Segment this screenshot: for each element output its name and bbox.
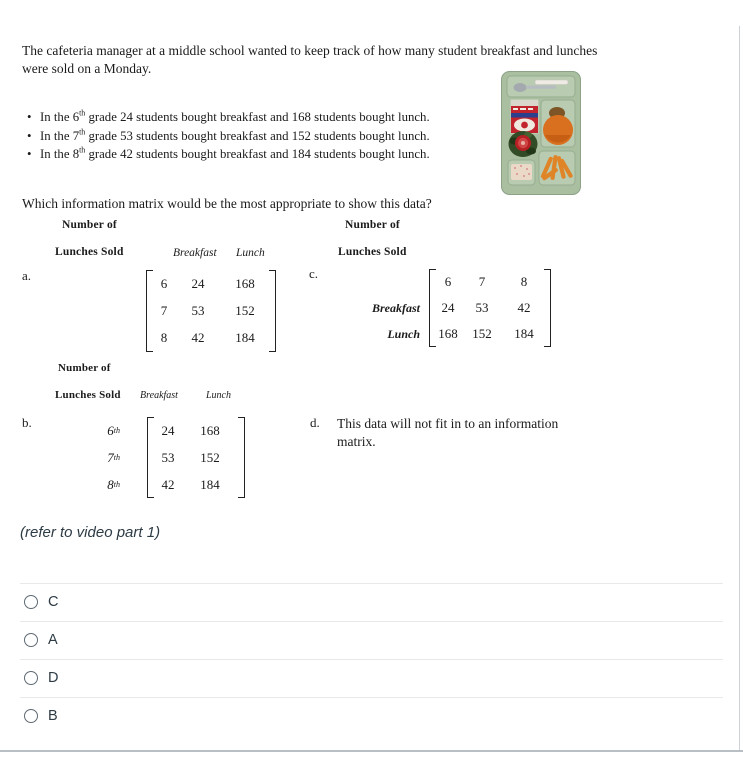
matrix-cell: 184 (514, 326, 534, 341)
bracket-left (147, 417, 154, 498)
answer-label: D (48, 670, 59, 686)
option-b-col-breakfast: Breakfast (140, 390, 178, 401)
option-b-header-line2: Lunches Sold (55, 389, 121, 401)
radio-button[interactable] (24, 633, 38, 647)
matrix-cell: 8 (160, 330, 168, 346)
matrix-cell: 184 (235, 330, 255, 346)
matrix-cell: 53 (191, 302, 205, 318)
matrix-cell: 168 (235, 275, 255, 291)
video-reference-note: (refer to video part 1) (20, 524, 161, 541)
matrix-cell: 42 (191, 330, 205, 346)
option-a-header-line2: Lunches Sold (55, 246, 124, 258)
matrix-cell: 24 (191, 275, 205, 291)
option-b-header-line1: Number of (58, 362, 111, 374)
matrix-cell: 6 (160, 275, 168, 291)
option-a-label: a. (22, 268, 32, 283)
panel-bottom-border (0, 750, 743, 752)
matrix-cell: 7 (160, 302, 168, 318)
option-b-col-lunch: Lunch (206, 390, 231, 401)
row-label-6th: 6 th (107, 422, 120, 438)
matrix-cell: 152 (235, 302, 255, 318)
answer-label: B (48, 708, 58, 724)
option-c-row-breakfast: Breakfast (372, 301, 420, 315)
answer-row-a[interactable] (0, 621, 743, 659)
matrix-cell: 152 (472, 326, 492, 341)
radio-button[interactable] (24, 671, 38, 685)
matrix-cell: 152 (200, 449, 220, 465)
option-a-col-lunch: Lunch (236, 247, 265, 259)
matrix-cell: 42 (161, 476, 175, 492)
option-b-label: b. (22, 415, 32, 430)
matrix-cell: 168 (200, 422, 220, 438)
matrix-cell: 53 (475, 300, 489, 315)
matrix-cell: 7 (478, 274, 486, 289)
answer-label: C (48, 594, 59, 610)
panel-right-border (739, 26, 740, 750)
bracket-right (544, 269, 551, 347)
bracket-left (429, 269, 436, 347)
answer-row-c[interactable] (0, 583, 743, 621)
matrix-cell: 24 (161, 422, 175, 438)
radio-button[interactable] (24, 709, 38, 723)
question-intro-paragraph: The cafeteria manager at a middle school wanted to keep track of how many student breakfast and lunches were sold on a Monday. (22, 43, 598, 76)
option-c-matrix (429, 269, 551, 347)
question-text: Which information matrix would be the most appropriate to show this data? (22, 196, 432, 211)
matrix-cell: 24 (441, 300, 455, 315)
option-d-text: This data will not fit in to an information matrix. (337, 416, 559, 449)
answer-row-b[interactable] (0, 697, 743, 735)
bracket-right (269, 270, 276, 352)
option-c-label: c. (309, 266, 319, 281)
answer-radio-group (0, 583, 743, 735)
option-a-header-line1: Number of (62, 219, 117, 231)
bracket-left (146, 270, 153, 352)
answer-label: A (48, 632, 58, 648)
matrix-cell: 42 (517, 300, 531, 315)
matrix-cell: 6 (444, 274, 452, 289)
row-label-7th: 7 th (107, 449, 120, 465)
radio-button[interactable] (24, 595, 38, 609)
matrix-cell: 184 (200, 476, 220, 492)
matrix-cell: 53 (161, 449, 175, 465)
matrix-cell: 8 (520, 274, 528, 289)
option-d-label: d. (310, 415, 320, 430)
option-c-header-line2: Lunches Sold (338, 246, 407, 258)
bullet-grade-7: • In the 7th grade 53 students bought breakfast and 152 students bought lunch. (27, 127, 430, 146)
lunch-tray-image (501, 71, 581, 195)
option-a-matrix (146, 270, 276, 352)
option-b-row-labels (80, 417, 120, 498)
option-c-header-line1: Number of (345, 219, 400, 231)
bullet-list (27, 108, 430, 164)
bracket-right (238, 417, 245, 498)
answer-row-d[interactable] (0, 659, 743, 697)
matrix-cell: 168 (438, 326, 458, 341)
option-a-col-breakfast: Breakfast (173, 247, 217, 259)
lunch-tray-icon (501, 71, 581, 195)
bullet-grade-8: • In the 8th grade 42 students bought breakfast and 184 students bought lunch. (27, 145, 430, 164)
option-b-matrix (147, 417, 245, 498)
row-label-8th: 8 th (107, 476, 120, 492)
option-c-row-lunch: Lunch (387, 327, 420, 341)
bullet-grade-6: • In the 6th grade 24 students bought breakfast and 168 students bought lunch. (27, 108, 430, 127)
